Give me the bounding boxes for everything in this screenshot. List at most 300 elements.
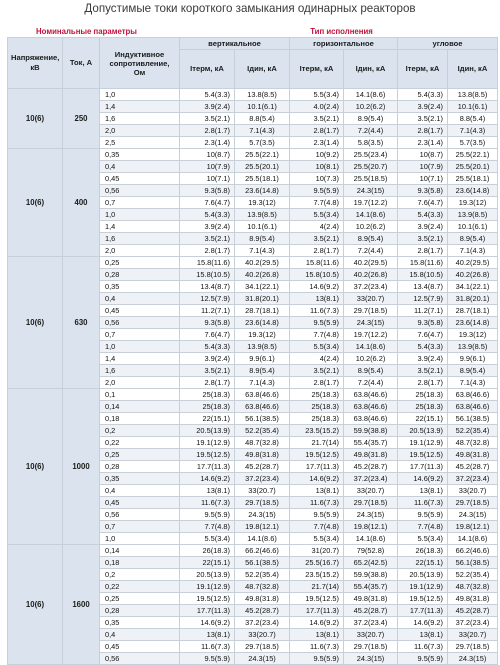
cell-value: 7.7(4.8) (290, 329, 344, 341)
cell-value: 19.1(12.9) (180, 437, 235, 449)
cell-value: 2.8(1.7) (180, 245, 235, 257)
cell-value: 19.1(12.9) (180, 581, 235, 593)
cell-value: 23.5(15.2) (290, 425, 344, 437)
cell-value: 19.5(12.5) (290, 449, 344, 461)
cell-inductive-resistance: 0,4 (100, 629, 180, 641)
cell-inductive-resistance: 1,6 (100, 113, 180, 125)
cell-value: 19.1(12.9) (398, 437, 448, 449)
cell-value: 10(8.7) (180, 149, 235, 161)
cell-value: 9.9(6.1) (235, 353, 290, 365)
cell-value: 45.2(28.7) (344, 461, 398, 473)
cell-value: 63.8(46.6) (235, 401, 290, 413)
cell-value: 52.2(35.4) (448, 425, 498, 437)
cell-value: 3.5(2.1) (180, 113, 235, 125)
cell-value: 23.6(14.8) (448, 185, 498, 197)
cell-inductive-resistance: 0,1 (100, 389, 180, 401)
cell-value: 40.2(26.8) (344, 269, 398, 281)
cell-inductive-resistance: 0,45 (100, 641, 180, 653)
cell-value: 5.7(3.5) (235, 137, 290, 149)
cell-value: 19.8(12.1) (448, 521, 498, 533)
cell-value: 13.8(8.5) (448, 89, 498, 101)
cell-value: 9.5(5.9) (398, 653, 448, 665)
header-idin-vertical: Iдин, кА (235, 50, 290, 89)
cell-value: 25(18.3) (398, 401, 448, 413)
cell-value: 20.5(13.9) (398, 425, 448, 437)
group-voltage: 10(6) (8, 89, 63, 149)
cell-value: 12.5(7.9) (398, 293, 448, 305)
cell-value: 7.1(4.3) (448, 377, 498, 389)
cell-value: 40.2(26.8) (448, 269, 498, 281)
cell-inductive-resistance: 0,28 (100, 269, 180, 281)
cell-value: 19.5(12.5) (180, 449, 235, 461)
cell-value: 14.6(9.2) (398, 473, 448, 485)
cell-value: 9.3(5.8) (398, 185, 448, 197)
cell-value: 14.6(9.2) (290, 617, 344, 629)
cell-value: 14.6(9.2) (180, 617, 235, 629)
cell-value: 19.5(12.5) (180, 593, 235, 605)
cell-value: 19.5(12.5) (290, 593, 344, 605)
group-voltage: 10(6) (8, 149, 63, 257)
cell-inductive-resistance: 0,18 (100, 413, 180, 425)
cell-value: 3.9(2.4) (398, 353, 448, 365)
cell-value: 23.6(14.8) (235, 317, 290, 329)
cell-value: 15.8(11.6) (290, 257, 344, 269)
cell-inductive-resistance: 0,56 (100, 653, 180, 665)
cell-value: 40.2(29.5) (235, 257, 290, 269)
cell-value: 59.9(38.8) (344, 569, 398, 581)
cell-value: 3.5(2.1) (290, 233, 344, 245)
cell-value: 5.4(3.3) (180, 341, 235, 353)
cell-value: 19.3(12) (448, 197, 498, 209)
cell-value: 2.8(1.7) (398, 125, 448, 137)
cell-inductive-resistance: 1,6 (100, 365, 180, 377)
cell-value: 13(8.1) (180, 629, 235, 641)
cell-value: 7.1(4.3) (448, 245, 498, 257)
cell-inductive-resistance: 2,0 (100, 245, 180, 257)
cell-value: 33(20.7) (344, 629, 398, 641)
cell-value: 25(18.3) (180, 401, 235, 413)
cell-inductive-resistance: 0,35 (100, 617, 180, 629)
cell-value: 29.7(18.5) (235, 641, 290, 653)
group-current: 400 (63, 149, 100, 257)
cell-value: 12.5(7.9) (180, 293, 235, 305)
cell-inductive-resistance: 0,56 (100, 509, 180, 521)
cell-value: 22(15.1) (180, 557, 235, 569)
cell-value: 24.3(15) (448, 653, 498, 665)
cell-value: 10(7.9) (180, 161, 235, 173)
cell-value: 19.7(12.2) (344, 329, 398, 341)
cell-value: 37.2(23.4) (344, 281, 398, 293)
cell-value: 3.9(2.4) (180, 221, 235, 233)
cell-value: 13(8.1) (398, 485, 448, 497)
cell-value: 25.5(20.1) (235, 161, 290, 173)
cell-value: 2.8(1.7) (290, 125, 344, 137)
cell-value: 25.5(18.1) (235, 173, 290, 185)
cell-value: 24.3(15) (344, 185, 398, 197)
cell-value: 9.5(5.9) (180, 509, 235, 521)
cell-inductive-resistance: 2,0 (100, 377, 180, 389)
cell-value: 14.6(9.2) (290, 281, 344, 293)
cell-value: 10.1(6.1) (448, 221, 498, 233)
cell-value: 13(8.1) (290, 293, 344, 305)
cell-value: 2.8(1.7) (290, 245, 344, 257)
cell-value: 10(7.1) (180, 173, 235, 185)
cell-value: 3.5(2.1) (290, 113, 344, 125)
cell-value: 3.5(2.1) (180, 233, 235, 245)
cell-value: 11.6(7.3) (290, 497, 344, 509)
cell-value: 33(20.7) (448, 485, 498, 497)
cell-value: 11.6(7.3) (290, 305, 344, 317)
cell-value: 14.1(8.6) (448, 533, 498, 545)
cell-inductive-resistance: 1,4 (100, 353, 180, 365)
cell-value: 10.1(6.1) (235, 101, 290, 113)
cell-value: 3.9(2.4) (398, 221, 448, 233)
cell-value: 8.9(5.4) (235, 365, 290, 377)
cell-inductive-resistance: 2,5 (100, 137, 180, 149)
cell-value: 7.6(4.7) (180, 329, 235, 341)
cell-value: 19.3(12) (235, 197, 290, 209)
cell-value: 19.3(12) (235, 329, 290, 341)
cell-value: 31.8(20.1) (235, 293, 290, 305)
cell-value: 7.7(4.8) (398, 521, 448, 533)
cell-inductive-resistance: 1,6 (100, 233, 180, 245)
cell-value: 5.5(3.4) (398, 533, 448, 545)
cell-value: 7.1(4.3) (448, 125, 498, 137)
cell-value: 40.2(29.5) (344, 257, 398, 269)
cell-value: 9.5(5.9) (290, 653, 344, 665)
cell-value: 25.5(22.1) (448, 149, 498, 161)
cell-value: 21.7(14) (290, 437, 344, 449)
cell-value: 10(7.9) (398, 161, 448, 173)
group-voltage: 10(6) (8, 257, 63, 389)
cell-value: 13(8.1) (180, 485, 235, 497)
cell-value: 45.2(28.7) (448, 461, 498, 473)
cell-inductive-resistance: 0,7 (100, 521, 180, 533)
header-inductive-resistance: Индуктивное сопротивление, Ом (100, 38, 180, 89)
cell-value: 7.1(4.3) (235, 125, 290, 137)
cell-value: 4.0(2.4) (290, 101, 344, 113)
cell-inductive-resistance: 0,45 (100, 497, 180, 509)
cell-value: 29.7(18.5) (448, 497, 498, 509)
group-voltage: 10(6) (8, 545, 63, 665)
page-title: Допустимые токи короткого замыкания одинарных реакторов (84, 2, 416, 15)
cell-value: 8.9(5.4) (448, 233, 498, 245)
cell-value: 17.7(11.3) (290, 605, 344, 617)
cell-value: 33(20.7) (235, 629, 290, 641)
cell-value: 29.7(18.5) (344, 497, 398, 509)
cell-value: 24.3(15) (344, 317, 398, 329)
cell-value: 14.6(9.2) (180, 473, 235, 485)
cell-inductive-resistance: 0,56 (100, 185, 180, 197)
cell-inductive-resistance: 0,28 (100, 605, 180, 617)
cell-value: 19.7(12.2) (344, 197, 398, 209)
cell-value: 48.7(32.8) (235, 581, 290, 593)
cell-value: 5.5(3.4) (290, 209, 344, 221)
header-vertical: вертикальное (180, 38, 290, 50)
cell-value: 5.4(3.3) (398, 89, 448, 101)
cell-value: 9.3(5.8) (398, 317, 448, 329)
cell-value: 17.7(11.3) (180, 605, 235, 617)
cell-value: 10(9.2) (290, 149, 344, 161)
group-current: 630 (63, 257, 100, 389)
table-body (8, 89, 498, 665)
cell-value: 25(18.3) (180, 389, 235, 401)
cell-value: 10.2(6.2) (344, 221, 398, 233)
cell-value: 45.2(28.7) (235, 461, 290, 473)
cell-value: 24.3(15) (235, 653, 290, 665)
cell-value: 13(8.1) (398, 629, 448, 641)
cell-value: 13.4(8.7) (180, 281, 235, 293)
cell-value: 8.9(5.4) (235, 233, 290, 245)
cell-value: 7.6(4.7) (398, 197, 448, 209)
cell-inductive-resistance: 0,4 (100, 293, 180, 305)
cell-value: 7.7(4.8) (180, 521, 235, 533)
cell-value: 31.8(20.1) (448, 293, 498, 305)
cell-inductive-resistance: 0,45 (100, 173, 180, 185)
cell-value: 48.7(32.8) (448, 437, 498, 449)
cell-value: 5.5(3.4) (290, 89, 344, 101)
cell-value: 49.8(31.8) (235, 449, 290, 461)
group-voltage: 10(6) (8, 389, 63, 545)
cell-value: 13.8(8.5) (235, 89, 290, 101)
header-voltage: Напряжение, кВ (8, 38, 63, 89)
group-current: 250 (63, 89, 100, 149)
cell-value: 11.2(7.1) (180, 305, 235, 317)
cell-value: 23.6(14.8) (235, 185, 290, 197)
cell-value: 49.8(31.8) (344, 449, 398, 461)
cell-inductive-resistance: 0,22 (100, 581, 180, 593)
cell-value: 5.4(3.3) (180, 209, 235, 221)
cell-inductive-resistance: 0,14 (100, 401, 180, 413)
cell-value: 21.7(14) (290, 581, 344, 593)
cell-inductive-resistance: 0,7 (100, 329, 180, 341)
cell-value: 2.3(1.4) (398, 137, 448, 149)
cell-value: 15.8(11.6) (398, 257, 448, 269)
cell-value: 9.5(5.9) (290, 317, 344, 329)
cell-value: 22(15.1) (398, 557, 448, 569)
group-current: 1000 (63, 389, 100, 545)
cell-value: 63.8(46.6) (235, 389, 290, 401)
cell-value: 48.7(32.8) (448, 581, 498, 593)
cell-value: 7.7(4.8) (290, 521, 344, 533)
cell-value: 49.8(31.8) (448, 449, 498, 461)
cell-value: 8.8(5.4) (235, 113, 290, 125)
cell-value: 19.5(12.5) (398, 593, 448, 605)
cell-value: 8.8(5.4) (448, 113, 498, 125)
cell-value: 10(7.1) (398, 173, 448, 185)
cell-value: 25(18.3) (290, 413, 344, 425)
cell-value: 19.8(12.1) (344, 521, 398, 533)
cell-value: 7.1(4.3) (235, 377, 290, 389)
cell-value: 25.5(20.7) (344, 161, 398, 173)
cell-value: 2.3(1.4) (180, 137, 235, 149)
cell-value: 4(2.4) (290, 353, 344, 365)
cell-value: 25(18.3) (398, 389, 448, 401)
table-row (8, 545, 498, 557)
cell-value: 3.5(2.1) (398, 233, 448, 245)
cell-value: 2.8(1.7) (398, 377, 448, 389)
cell-value: 9.5(5.9) (398, 509, 448, 521)
table-row (8, 257, 498, 269)
cell-value: 23.6(14.8) (448, 317, 498, 329)
cell-value: 3.9(2.4) (398, 101, 448, 113)
cell-value: 29.7(18.5) (344, 641, 398, 653)
cell-value: 24.3(15) (344, 653, 398, 665)
section-nominal-params: Номинальные параметры (36, 27, 137, 36)
cell-value: 5.4(3.3) (398, 209, 448, 221)
cell-value: 11.6(7.3) (398, 497, 448, 509)
cell-inductive-resistance: 0,7 (100, 197, 180, 209)
cell-value: 56.1(38.5) (235, 557, 290, 569)
cell-value: 5.7(3.5) (448, 137, 498, 149)
cell-value: 19.1(12.9) (398, 581, 448, 593)
cell-inductive-resistance: 0,25 (100, 593, 180, 605)
cell-value: 63.8(46.6) (344, 389, 398, 401)
cell-inductive-resistance: 0,2 (100, 569, 180, 581)
cell-value: 7.2(4.4) (344, 377, 398, 389)
cell-value: 79(52.8) (344, 545, 398, 557)
cell-inductive-resistance: 1,4 (100, 101, 180, 113)
cell-value: 7.7(4.8) (290, 197, 344, 209)
cell-value: 17.7(11.3) (398, 605, 448, 617)
cell-value: 14.6(9.2) (398, 617, 448, 629)
cell-value: 19.5(12.5) (398, 449, 448, 461)
cell-value: 37.2(23.4) (235, 617, 290, 629)
cell-value: 45.2(28.7) (235, 605, 290, 617)
cell-value: 15.8(11.6) (180, 257, 235, 269)
cell-value: 13(8.1) (290, 485, 344, 497)
cell-inductive-resistance: 0,4 (100, 485, 180, 497)
cell-inductive-resistance: 0,28 (100, 461, 180, 473)
short-circuit-table (7, 37, 498, 665)
cell-value: 13.9(8.5) (235, 209, 290, 221)
cell-inductive-resistance: 1,0 (100, 89, 180, 101)
cell-value: 17.7(11.3) (180, 461, 235, 473)
header-angular: угловое (398, 38, 498, 50)
cell-value: 25.5(20.1) (448, 161, 498, 173)
cell-value: 52.2(35.4) (448, 569, 498, 581)
cell-value: 5.5(3.4) (180, 533, 235, 545)
cell-value: 40.2(26.8) (235, 269, 290, 281)
cell-value: 9.5(5.9) (180, 653, 235, 665)
cell-value: 3.5(2.1) (290, 365, 344, 377)
cell-value: 2.8(1.7) (180, 125, 235, 137)
cell-value: 10.1(6.1) (448, 101, 498, 113)
cell-value: 19.3(12) (448, 329, 498, 341)
cell-value: 24.3(15) (235, 509, 290, 521)
cell-value: 17.7(11.3) (398, 461, 448, 473)
cell-value: 52.2(35.4) (235, 425, 290, 437)
cell-value: 24.3(15) (344, 509, 398, 521)
section-execution-type: Тип исполнения (310, 27, 373, 36)
cell-value: 25(18.3) (290, 401, 344, 413)
cell-value: 63.8(46.6) (448, 401, 498, 413)
cell-value: 7.6(4.7) (398, 329, 448, 341)
cell-value: 49.8(31.8) (448, 593, 498, 605)
table-row (8, 389, 498, 401)
cell-value: 7.2(4.4) (344, 245, 398, 257)
cell-value: 11.6(7.3) (398, 641, 448, 653)
cell-inductive-resistance: 0,35 (100, 473, 180, 485)
cell-value: 9.5(5.9) (290, 509, 344, 521)
cell-value: 15.8(10.5) (290, 269, 344, 281)
cell-value: 13(8.1) (290, 629, 344, 641)
cell-value: 65.2(42.5) (344, 557, 398, 569)
cell-value: 9.9(6.1) (448, 353, 498, 365)
cell-value: 45.2(28.7) (448, 605, 498, 617)
cell-value: 8.9(5.4) (344, 365, 398, 377)
cell-value: 11.6(7.3) (290, 641, 344, 653)
cell-value: 10.1(6.1) (235, 221, 290, 233)
header-iterm-horizontal: Iтерм, кА (290, 50, 344, 89)
cell-inductive-resistance: 1,4 (100, 221, 180, 233)
cell-inductive-resistance: 1,0 (100, 533, 180, 545)
group-current: 1600 (63, 545, 100, 665)
cell-value: 8.9(5.4) (344, 233, 398, 245)
cell-value: 48.7(32.8) (235, 437, 290, 449)
table-row (8, 89, 498, 101)
cell-value: 37.2(23.4) (344, 473, 398, 485)
cell-value: 23.5(15.2) (290, 569, 344, 581)
cell-value: 20.5(13.9) (180, 569, 235, 581)
cell-value: 45.2(28.7) (344, 605, 398, 617)
cell-value: 29.7(18.5) (448, 641, 498, 653)
header-idin-angular: Iдин, кА (448, 50, 498, 89)
header-idin-horizontal: Iдин, кА (344, 50, 398, 89)
cell-value: 13.9(8.5) (448, 341, 498, 353)
table-row (8, 149, 498, 161)
cell-value: 2.3(1.4) (290, 137, 344, 149)
cell-value: 13.9(8.5) (235, 341, 290, 353)
cell-value: 5.8(3.5) (344, 137, 398, 149)
cell-inductive-resistance: 2,0 (100, 125, 180, 137)
cell-value: 9.5(5.9) (290, 185, 344, 197)
cell-value: 10(8.7) (398, 149, 448, 161)
cell-inductive-resistance: 1,0 (100, 341, 180, 353)
header-iterm-angular: Iтерм, кА (398, 50, 448, 89)
cell-value: 31(20.7) (290, 545, 344, 557)
cell-value: 20.5(13.9) (180, 425, 235, 437)
cell-value: 40.2(29.5) (448, 257, 498, 269)
cell-inductive-resistance: 0,25 (100, 257, 180, 269)
cell-value: 63.8(46.6) (448, 389, 498, 401)
cell-value: 25.5(16.7) (290, 557, 344, 569)
cell-inductive-resistance: 0,56 (100, 317, 180, 329)
cell-value: 25.5(23.4) (344, 149, 398, 161)
cell-value: 49.8(31.8) (235, 593, 290, 605)
cell-value: 2.8(1.7) (398, 245, 448, 257)
cell-value: 7.1(4.3) (235, 245, 290, 257)
cell-value: 34.1(22.1) (448, 281, 498, 293)
cell-value: 3.5(2.1) (398, 365, 448, 377)
cell-inductive-resistance: 0,14 (100, 545, 180, 557)
cell-value: 26(18.3) (180, 545, 235, 557)
cell-value: 22(15.1) (398, 413, 448, 425)
cell-value: 49.8(31.8) (344, 593, 398, 605)
cell-value: 11.6(7.3) (180, 497, 235, 509)
header-iterm-vertical: Iтерм, кА (180, 50, 235, 89)
cell-value: 59.9(38.8) (344, 425, 398, 437)
cell-inductive-resistance: 0,4 (100, 161, 180, 173)
cell-inductive-resistance: 1,0 (100, 209, 180, 221)
header-current: Ток, А (63, 38, 100, 89)
cell-value: 10(7.3) (290, 173, 344, 185)
cell-value: 4(2.4) (290, 221, 344, 233)
cell-value: 13.9(8.5) (448, 209, 498, 221)
cell-value: 19.8(12.1) (235, 521, 290, 533)
cell-value: 20.5(13.9) (398, 569, 448, 581)
cell-value: 37.2(23.4) (344, 617, 398, 629)
